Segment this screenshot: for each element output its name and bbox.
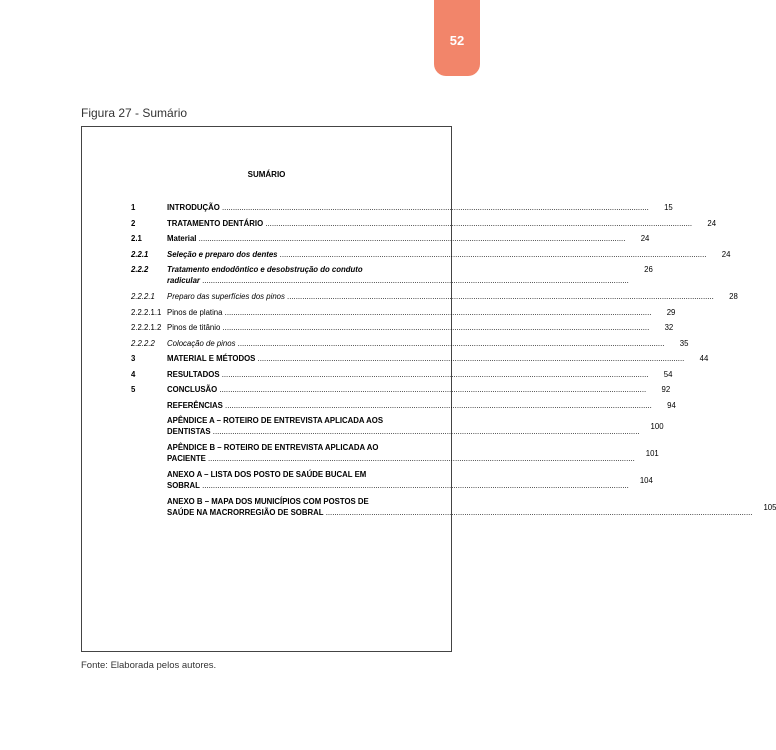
toc-entry-number: 2.2.2.1.1: [131, 307, 162, 317]
toc-entry: [131, 307, 676, 317]
toc-entry: [131, 234, 650, 243]
toc-entry-page: 24: [707, 218, 717, 228]
toc-entry-page: 29: [666, 307, 676, 317]
toc-entry: [131, 385, 671, 394]
toc-entry: [131, 338, 689, 348]
toc-entry-title: MATERIAL E MÉTODOS .....: [167, 354, 684, 363]
toc-entry-title-line1: ANEXO B – MAPA DOS MUNICÍPIOS COM POSTOS DE: [167, 497, 369, 506]
toc-entry-page: 24: [721, 249, 731, 259]
figure-caption: Figura 27 - Sumário: [81, 106, 188, 120]
toc-entry-number: 3: [131, 354, 136, 363]
toc-entry: [131, 218, 717, 228]
toc-entry: [131, 497, 776, 517]
toc-entry: [131, 265, 653, 285]
toc-entry-title-line1: APÊNDICE A – ROTEIRO DE ENTREVISTA APLICADA AOS: [167, 416, 384, 425]
toc-entry: [131, 354, 709, 363]
toc-entry-page: 101: [645, 448, 659, 458]
toc-entry-number: 5: [131, 385, 136, 394]
figure-frame: [81, 126, 776, 652]
toc-entry: [131, 249, 731, 259]
page-number: 52: [449, 32, 465, 48]
toc-entry-title: [167, 470, 629, 490]
toc-entry-title-line1: Tratamento endodôntico e desobstrução do conduto: [167, 265, 363, 274]
toc-entry: [131, 292, 738, 301]
toc-entry-title: Preparo das superfícies dos pinos .....: [167, 292, 714, 301]
toc-entry-title: Pinos de platina .....: [167, 308, 651, 317]
figure-source: Fonte: Elaborada pelos autores.: [81, 660, 217, 671]
toc-entry-title: CONCLUSÃO .....: [167, 385, 646, 394]
page-number-badge: [434, 0, 480, 76]
toc-entry: [131, 443, 659, 463]
toc-entry-page: 94: [667, 400, 676, 410]
toc-entry: [131, 416, 664, 436]
toc-entry-number: 2: [131, 218, 136, 228]
toc-entry-number: 4: [131, 369, 136, 379]
toc-entry-title: [167, 497, 752, 517]
toc-entry-number: 2.2.2.2: [131, 338, 155, 348]
toc-entry-title-line1: ANEXO A – LISTA DOS POSTO DE SAÚDE BUCAL EM: [167, 470, 367, 479]
toc-entry-title-line2: PACIENTE .....: [167, 454, 635, 463]
toc-entry-page: 44: [699, 354, 709, 363]
toc-entry-number: 2.2.2.1: [131, 292, 155, 301]
toc-entry-title: [167, 443, 635, 463]
toc-entry-title: TRATAMENTO DENTÁRIO .....: [167, 219, 692, 228]
toc-entry-title: RESULTADOS .....: [167, 370, 648, 379]
toc-entry-title-line2: SAÚDE NA MACRORREGIÃO DE SOBRAL .....: [167, 508, 752, 517]
toc-entry-page: 24: [640, 234, 650, 243]
toc-entry: [131, 470, 653, 490]
toc-entry-page: 100: [650, 421, 664, 431]
toc-entry-number: 2.2.2.1.2: [131, 323, 162, 332]
toc-entry: [131, 369, 673, 379]
toc-entry-page: 92: [661, 385, 671, 394]
toc-title: SUMÁRIO: [247, 170, 286, 179]
toc-entry: [131, 400, 676, 410]
table-of-contents: [131, 203, 776, 524]
toc-entry-title: INTRODUÇÃO .....: [167, 203, 649, 212]
toc-entry-page: 26: [644, 265, 653, 274]
toc-entry: [131, 323, 674, 332]
toc-entry-title: [167, 416, 640, 436]
toc-entry-number: 2.1: [131, 234, 142, 243]
toc-entry-number: 1: [131, 203, 136, 212]
toc-entry-title: Material .....: [167, 234, 625, 243]
toc-entry-title: REFERÊNCIAS .....: [167, 401, 652, 410]
toc-entry-page: 35: [679, 338, 689, 348]
toc-entry-page: 54: [663, 369, 673, 379]
toc-entry-title-line2: SOBRAL .....: [167, 481, 629, 490]
toc-entry: [131, 203, 673, 212]
toc-entry-title: Seleção e preparo dos dentes .....: [167, 250, 706, 259]
toc-entry-number: 2.2.1: [131, 249, 149, 259]
toc-entry-page: 105: [763, 502, 776, 512]
toc-entry-page: 28: [729, 292, 738, 301]
toc-entry-title-line2: DENTISTAS .....: [167, 427, 640, 436]
toc-entry-title: [167, 265, 629, 285]
toc-entry-title: Pinos de titânio .....: [167, 323, 649, 332]
toc-entry-title: Colocação de pinos .....: [167, 339, 664, 348]
toc-entry-page: 15: [664, 203, 673, 212]
toc-entry-number: 2.2.2: [131, 265, 149, 274]
toc-entry-title-line1: APÊNDICE B – ROTEIRO DE ENTREVISTA APLICADA AO: [167, 443, 379, 452]
toc-entry-page: 104: [639, 475, 653, 485]
toc-entry-page: 32: [664, 323, 674, 332]
toc-entry-title-line2: radicular .....: [167, 276, 629, 285]
